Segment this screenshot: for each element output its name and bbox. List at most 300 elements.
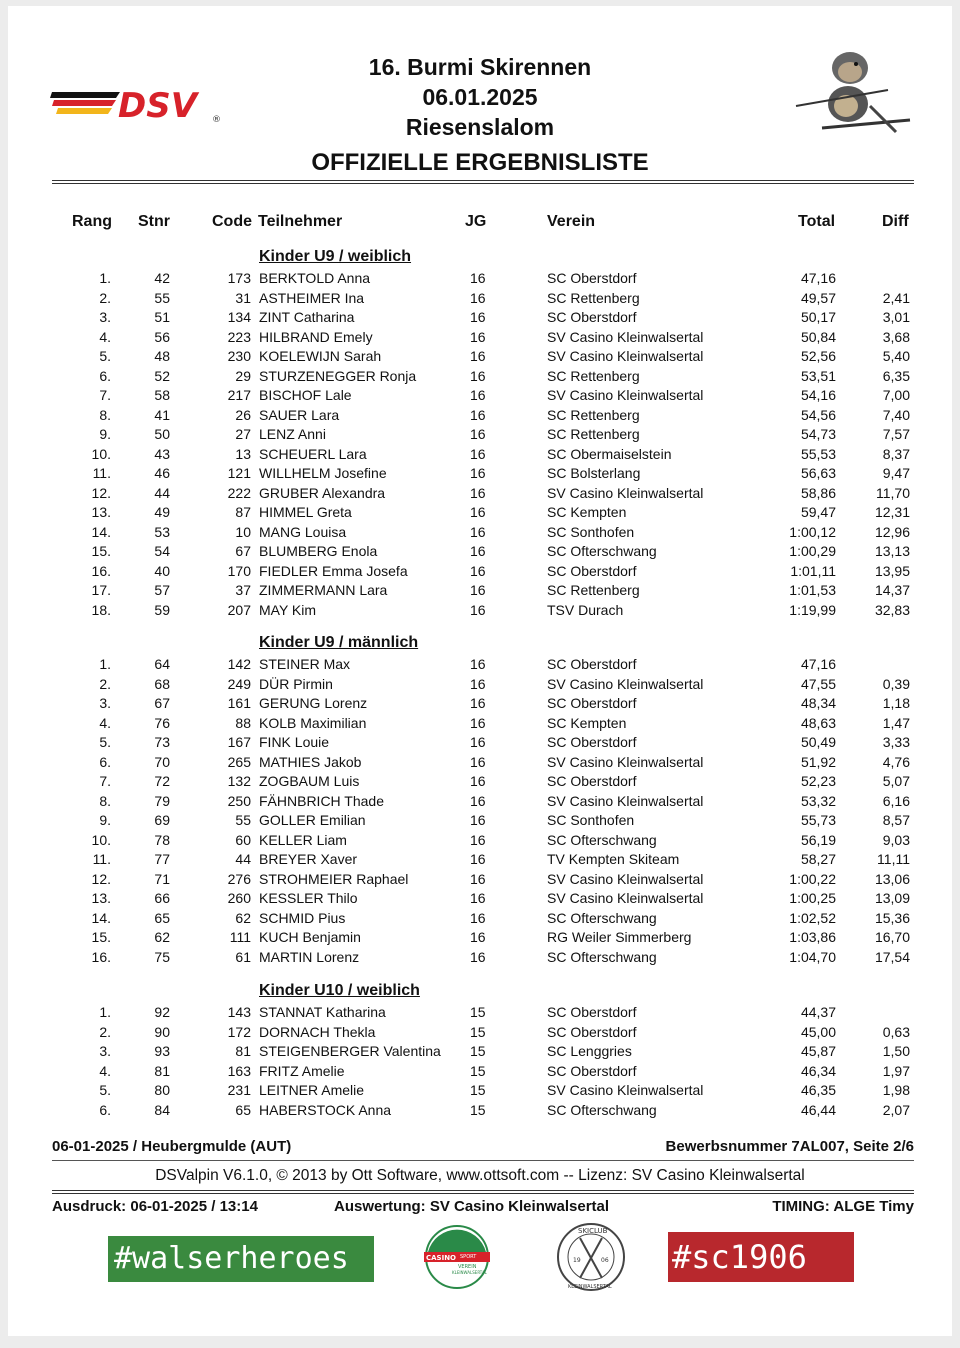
cell-rang: 13.: [91, 890, 111, 906]
cell-verein: SC Oberstdorf: [547, 309, 637, 325]
cell-stnr: 53: [154, 523, 170, 540]
cell-code: 167: [227, 734, 251, 750]
cell-jg: 16: [470, 890, 486, 906]
table-row: [0, 1024, 960, 1043]
cell-total: 55,73: [800, 812, 836, 828]
header-divider: [52, 180, 914, 184]
cell-rang: 2.: [99, 289, 111, 306]
table-row: [0, 851, 960, 870]
cell-stnr: 51: [154, 309, 170, 325]
cell-diff: 15,36: [874, 909, 910, 926]
cell-jg: 16: [470, 484, 486, 501]
cell-rang: 18.: [91, 601, 111, 618]
cell-verein: SC Sonthofen: [547, 523, 635, 540]
cell-stnr: 93: [154, 1043, 170, 1059]
cell-code: 207: [227, 601, 251, 618]
cell-jg: 16: [470, 328, 486, 345]
table-row: [0, 773, 960, 792]
cell-jg: 16: [470, 406, 486, 423]
cell-diff: 1,47: [882, 714, 910, 731]
cell-jg: 16: [470, 270, 486, 286]
cell-code: 161: [227, 695, 251, 711]
cell-jg: 16: [470, 734, 486, 750]
cell-jg: 15: [470, 1043, 486, 1059]
cell-diff: 5,07: [882, 773, 910, 789]
table-row: [0, 871, 960, 890]
cell-verein: SC Sonthofen: [547, 812, 635, 828]
table-row: [0, 1102, 960, 1121]
cell-stnr: 50: [154, 426, 170, 442]
cell-diff: 9,03: [882, 831, 910, 848]
cell-rang: 15.: [91, 929, 111, 945]
cell-diff: 17,54: [874, 948, 910, 965]
cell-total: 56,19: [800, 831, 836, 848]
table-row: [0, 602, 960, 621]
svg-text:VEREIN: VEREIN: [458, 1264, 477, 1270]
cell-stnr: 90: [154, 1023, 170, 1040]
cell-verein: SV Casino Kleinwalsertal: [547, 387, 704, 403]
cell-stnr: 69: [154, 812, 170, 828]
cell-rang: 3.: [99, 1043, 111, 1059]
cell-verein: SC Ofterschwang: [547, 1101, 657, 1118]
cell-diff: 16,70: [874, 929, 910, 945]
cell-jg: 16: [470, 753, 486, 770]
cell-stnr: 67: [154, 695, 170, 711]
cell-rang: 16.: [91, 562, 111, 579]
cell-rang: 5.: [99, 1082, 111, 1098]
cell-diff: 13,09: [874, 890, 910, 906]
cell-diff: 13,95: [874, 562, 910, 579]
col-header-diff: Diff: [882, 213, 909, 230]
cell-stnr: 52: [154, 367, 170, 384]
cell-stnr: 43: [154, 445, 170, 462]
cell-total: 1:03,86: [789, 929, 836, 945]
cell-code: 65: [235, 1101, 251, 1118]
col-header-verein: Verein: [547, 213, 596, 230]
cell-rang: 1.: [99, 1004, 111, 1020]
cell-code: 31: [235, 289, 251, 306]
cell-jg: 16: [470, 831, 486, 848]
cell-jg: 15: [470, 1023, 486, 1040]
cell-code: 222: [227, 484, 251, 501]
cell-diff: 5,40: [882, 348, 910, 364]
cell-diff: 6,35: [882, 367, 910, 384]
cell-total: 49,57: [800, 289, 836, 306]
sv-casino-logo: [422, 1224, 492, 1290]
cell-total: 58,86: [800, 484, 836, 501]
cell-rang: 7.: [99, 387, 111, 403]
cell-jg: 16: [470, 387, 486, 403]
cell-code: 60: [235, 831, 251, 848]
cell-total: 47,16: [800, 270, 836, 286]
cell-diff: 9,47: [882, 465, 910, 481]
cell-verein: SV Casino Kleinwalsertal: [547, 328, 704, 345]
cell-stnr: 77: [154, 851, 170, 867]
cell-rang: 1.: [99, 656, 111, 672]
cell-jg: 16: [470, 792, 486, 809]
cell-verein: SC Oberstdorf: [547, 695, 637, 711]
cell-code: 10: [235, 523, 251, 540]
cell-name: SAUER Lara: [259, 406, 340, 423]
cell-code: 276: [227, 870, 251, 887]
cell-name: KESSLER Thilo: [259, 890, 358, 906]
cell-jg: 16: [470, 465, 486, 481]
cell-total: 1:00,25: [789, 890, 836, 906]
cell-rang: 1.: [99, 270, 111, 286]
svg-text:CASINO: CASINO: [426, 1254, 457, 1262]
footer-software: DSValpin V6.1.0, © 2013 by Ott Software, www.ottsoft.com -- Lizenz: SV Casino Kleinwalsertal: [155, 1167, 805, 1184]
cell-jg: 16: [470, 523, 486, 540]
footer-printed: Ausdruck: 06-01-2025 / 13:14: [52, 1198, 258, 1215]
cell-code: 62: [235, 909, 251, 926]
cell-rang: 11.: [92, 465, 111, 481]
cell-stnr: 92: [154, 1004, 170, 1020]
cell-rang: 3.: [99, 309, 111, 325]
cell-stnr: 80: [154, 1082, 170, 1098]
cell-diff: 3,01: [882, 309, 910, 325]
cell-diff: 1,50: [882, 1043, 910, 1059]
table-row: [0, 890, 960, 909]
cell-verein: SC Oberstdorf: [547, 562, 637, 579]
cell-code: 111: [229, 929, 251, 945]
table-row: [0, 465, 960, 484]
cell-diff: 7,40: [882, 406, 910, 423]
cell-stnr: 57: [154, 582, 170, 598]
table-row: [0, 504, 960, 523]
cell-verein: SV Casino Kleinwalsertal: [547, 890, 704, 906]
table-row: [0, 656, 960, 675]
cell-name: MANG Louisa: [259, 523, 347, 540]
cell-total: 50,49: [800, 734, 836, 750]
sc1906-logo: #sc1906: [668, 1232, 854, 1282]
cell-total: 52,56: [800, 348, 836, 364]
cell-total: 45,87: [800, 1043, 836, 1059]
table-row: [0, 426, 960, 445]
cell-diff: 13,06: [874, 870, 910, 887]
footer-divider: [52, 1160, 914, 1161]
cell-total: 50,84: [800, 328, 836, 345]
list-title: OFFIZIELLE ERGEBNISLISTE: [311, 149, 649, 176]
cell-total: 1:01,11: [790, 562, 836, 579]
cell-rang: 17.: [91, 582, 111, 598]
cell-rang: 4.: [99, 1062, 111, 1079]
cell-total: 46,44: [800, 1101, 836, 1118]
cell-stnr: 48: [154, 348, 170, 364]
cell-rang: 13.: [91, 504, 111, 520]
cell-name: ASTHEIMER Ina: [259, 289, 365, 306]
col-header-jg: JG: [465, 213, 487, 230]
cell-diff: 1,18: [882, 695, 910, 711]
cell-total: 1:00,12: [789, 523, 836, 540]
cell-diff: 12,31: [874, 504, 910, 520]
cell-name: FIEDLER Emma Josefa: [259, 562, 408, 579]
cell-diff: 0,63: [882, 1023, 910, 1040]
cell-name: BERKTOLD Anna: [259, 270, 371, 286]
cell-stnr: 49: [154, 504, 170, 520]
cell-verein: SV Casino Kleinwalsertal: [547, 484, 704, 501]
cell-diff: 4,76: [882, 753, 910, 770]
cell-stnr: 42: [154, 270, 170, 286]
cell-verein: SC Oberstdorf: [547, 1004, 637, 1020]
cell-name: DÜR Pirmin: [259, 675, 333, 692]
cell-verein: SC Rettenberg: [547, 582, 640, 598]
section-title: Kinder U9 / weiblich: [259, 248, 412, 265]
col-header-rang: Rang: [72, 213, 112, 230]
cell-code: 249: [227, 675, 251, 692]
table-row: [0, 910, 960, 929]
cell-total: 1:02,52: [789, 909, 836, 926]
cell-total: 55,53: [800, 445, 836, 462]
cell-total: 47,16: [800, 656, 836, 672]
table-row: [0, 1082, 960, 1101]
cell-verein: SC Rettenberg: [547, 406, 640, 423]
cell-name: STANNAT Katharina: [259, 1004, 386, 1020]
cell-stnr: 68: [154, 675, 170, 692]
table-row: [0, 348, 960, 367]
cell-diff: 2,41: [882, 289, 910, 306]
cell-stnr: 73: [154, 734, 170, 750]
cell-stnr: 79: [154, 792, 170, 809]
event-discipline: Riesenslalom: [405, 114, 555, 140]
cell-rang: 14.: [91, 909, 111, 926]
cell-code: 142: [227, 656, 251, 672]
cell-total: 1:04,70: [789, 948, 836, 965]
cell-name: SCHMID Pius: [259, 909, 346, 926]
cell-stnr: 55: [154, 289, 170, 306]
cell-name: BLUMBERG Enola: [259, 543, 378, 559]
cell-stnr: 84: [154, 1101, 170, 1118]
cell-code: 231: [227, 1082, 251, 1098]
table-row: [0, 715, 960, 734]
cell-total: 46,35: [800, 1082, 836, 1098]
cell-verein: TV Kempten Skiteam: [547, 851, 680, 867]
cell-name: GOLLER Emilian: [259, 812, 366, 828]
table-row: [0, 368, 960, 387]
cell-code: 121: [227, 465, 251, 481]
cell-rang: 12.: [91, 484, 111, 501]
cell-jg: 16: [470, 582, 486, 598]
svg-text:19: 19: [573, 1257, 581, 1264]
cell-verein: SC Ofterschwang: [547, 909, 657, 926]
table-row: [0, 734, 960, 753]
cell-name: ZIMMERMANN Lara: [259, 582, 388, 598]
skiclub-kleinwalsertal-logo: [556, 1222, 626, 1292]
footer-competition: Bewerbsnummer 7AL007, Seite 2/6: [665, 1138, 914, 1155]
cell-diff: 8,37: [882, 445, 910, 462]
cell-stnr: 54: [154, 543, 170, 559]
cell-name: LEITNER Amelie: [259, 1082, 365, 1098]
cell-verein: RG Weiler Simmerberg: [547, 929, 692, 945]
cell-jg: 16: [470, 812, 486, 828]
cell-code: 13: [235, 445, 251, 462]
svg-text:SPORT: SPORT: [460, 1254, 477, 1260]
cell-stnr: 62: [154, 929, 170, 945]
cell-code: 88: [235, 714, 251, 731]
cell-total: 54,73: [800, 426, 836, 442]
cell-code: 27: [235, 426, 251, 442]
table-row: [0, 290, 960, 309]
svg-text:®: ®: [212, 115, 221, 124]
cell-jg: 16: [470, 445, 486, 462]
svg-text:SKICLUB: SKICLUB: [578, 1227, 608, 1235]
cell-diff: 3,68: [882, 328, 910, 345]
cell-stnr: 71: [154, 870, 170, 887]
svg-text:KLEINWALSERTAL: KLEINWALSERTAL: [568, 1284, 612, 1290]
cell-name: STURZENEGGER Ronja: [259, 367, 417, 384]
cell-verein: SC Ofterschwang: [547, 543, 657, 559]
cell-code: 29: [235, 367, 251, 384]
cell-diff: 7,57: [882, 426, 910, 442]
cell-verein: SC Rettenberg: [547, 289, 640, 306]
cell-name: STEIGENBERGER Valentina: [259, 1043, 441, 1059]
cell-name: FRITZ Amelie: [259, 1062, 345, 1079]
table-row: [0, 812, 960, 831]
section-title: Kinder U9 / männlich: [259, 634, 419, 651]
section-title: Kinder U10 / weiblich: [259, 982, 420, 999]
cell-jg: 16: [470, 714, 486, 731]
table-row: [0, 329, 960, 348]
cell-rang: 6.: [99, 753, 111, 770]
table-row: [0, 949, 960, 968]
cell-name: DORNACH Thekla: [259, 1023, 376, 1040]
cell-code: 223: [227, 328, 251, 345]
cell-verein: SC Bolsterlang: [547, 465, 641, 481]
cell-diff: 6,16: [882, 792, 910, 809]
cell-verein: SC Ofterschwang: [547, 831, 657, 848]
cell-name: MATHIES Jakob: [259, 753, 362, 770]
cell-name: HIMMEL Greta: [259, 504, 352, 520]
cell-rang: 16.: [91, 948, 111, 965]
footer-evaluation: Auswertung: SV Casino Kleinwalsertal: [334, 1198, 610, 1215]
cell-rang: 10.: [91, 831, 111, 848]
cell-total: 46,34: [800, 1062, 836, 1079]
cell-verein: SC Ofterschwang: [547, 948, 657, 965]
cell-total: 54,56: [800, 406, 836, 423]
cell-jg: 16: [470, 656, 486, 672]
table-row: [0, 309, 960, 328]
cell-verein: SC Oberstdorf: [547, 734, 637, 750]
cell-name: GRUBER Alexandra: [259, 484, 386, 501]
svg-text:KLEINWALSERTAL: KLEINWALSERTAL: [452, 1270, 487, 1275]
cell-jg: 16: [470, 348, 486, 364]
cell-rang: 6.: [99, 1101, 111, 1118]
cell-code: 217: [227, 387, 251, 403]
cell-total: 50,17: [800, 309, 836, 325]
cell-verein: SC Kempten: [547, 714, 627, 731]
cell-total: 45,00: [800, 1023, 836, 1040]
cell-jg: 16: [470, 929, 486, 945]
cell-diff: 13,13: [874, 543, 910, 559]
cell-verein: SV Casino Kleinwalsertal: [547, 753, 704, 770]
cell-rang: 5.: [99, 348, 111, 364]
cell-diff: 1,97: [882, 1062, 910, 1079]
cell-diff: 7,00: [882, 387, 910, 403]
cell-code: 26: [235, 406, 251, 423]
cell-name: ZOGBAUM Luis: [259, 773, 360, 789]
cell-jg: 15: [470, 1101, 486, 1118]
table-row: [0, 929, 960, 948]
cell-jg: 16: [470, 948, 486, 965]
cell-name: KOLB Maximilian: [259, 714, 367, 731]
cell-name: BREYER Xaver: [259, 851, 358, 867]
cell-diff: 11,11: [877, 851, 910, 867]
cell-code: 81: [235, 1043, 251, 1059]
cell-verein: SV Casino Kleinwalsertal: [547, 1082, 704, 1098]
cell-jg: 16: [470, 543, 486, 559]
cell-rang: 15.: [91, 543, 111, 559]
cell-diff: 14,37: [874, 582, 910, 598]
svg-text:06: 06: [601, 1257, 609, 1264]
cell-diff: 0,39: [882, 675, 910, 692]
cell-rang: 9.: [99, 426, 111, 442]
cell-name: FÄHNBRICH Thade: [259, 792, 385, 809]
cell-rang: 2.: [99, 675, 111, 692]
dsv-logo-text: DSV: [118, 86, 198, 124]
cell-jg: 16: [470, 870, 486, 887]
table-row: [0, 695, 960, 714]
event-title: 16. Burmi Skirennen: [368, 54, 592, 80]
cell-verein: SV Casino Kleinwalsertal: [547, 792, 704, 809]
event-date: 06.01.2025: [422, 84, 538, 110]
cell-stnr: 70: [154, 753, 170, 770]
cell-verein: SC Obermaiselstein: [547, 445, 672, 462]
cell-code: 163: [227, 1062, 251, 1079]
cell-jg: 16: [470, 773, 486, 789]
cell-stnr: 76: [154, 714, 170, 731]
col-header-total: Total: [798, 213, 836, 230]
cell-stnr: 44: [154, 484, 170, 501]
cell-code: 61: [235, 948, 251, 965]
cell-verein: SC Oberstdorf: [547, 773, 637, 789]
cell-verein: SC Rettenberg: [547, 367, 640, 384]
cell-jg: 16: [470, 309, 486, 325]
cell-code: 37: [235, 582, 251, 598]
cell-code: 132: [227, 773, 251, 789]
cell-code: 173: [227, 270, 251, 286]
cell-code: 172: [227, 1023, 251, 1040]
cell-total: 48,34: [800, 695, 836, 711]
cell-code: 250: [227, 792, 251, 809]
cell-name: HABERSTOCK Anna: [259, 1101, 392, 1118]
cell-total: 1:00,29: [789, 543, 836, 559]
cell-verein: SC Oberstdorf: [547, 1062, 637, 1079]
table-row: [0, 1004, 960, 1023]
cell-rang: 5.: [99, 734, 111, 750]
cell-jg: 16: [470, 909, 486, 926]
cell-total: 52,23: [800, 773, 836, 789]
cell-rang: 3.: [99, 695, 111, 711]
cell-total: 48,63: [800, 714, 836, 731]
table-row: [0, 676, 960, 695]
cell-rang: 12.: [91, 870, 111, 887]
cell-verein: TSV Durach: [547, 601, 624, 618]
cell-jg: 16: [470, 426, 486, 442]
cell-name: STEINER Max: [259, 656, 351, 672]
cell-name: HILBRAND Emely: [259, 328, 373, 345]
cell-jg: 16: [470, 289, 486, 306]
cell-stnr: 58: [154, 387, 170, 403]
cell-jg: 15: [470, 1082, 486, 1098]
cell-verein: SV Casino Kleinwalsertal: [547, 870, 704, 887]
table-row: [0, 793, 960, 812]
cell-name: FINK Louie: [259, 734, 330, 750]
table-row: [0, 270, 960, 289]
cell-stnr: 72: [154, 773, 170, 789]
table-row: [0, 832, 960, 851]
cell-total: 53,51: [800, 367, 836, 384]
walserheroes-logo: #walserheroes: [108, 1236, 374, 1282]
cell-jg: 16: [470, 675, 486, 692]
